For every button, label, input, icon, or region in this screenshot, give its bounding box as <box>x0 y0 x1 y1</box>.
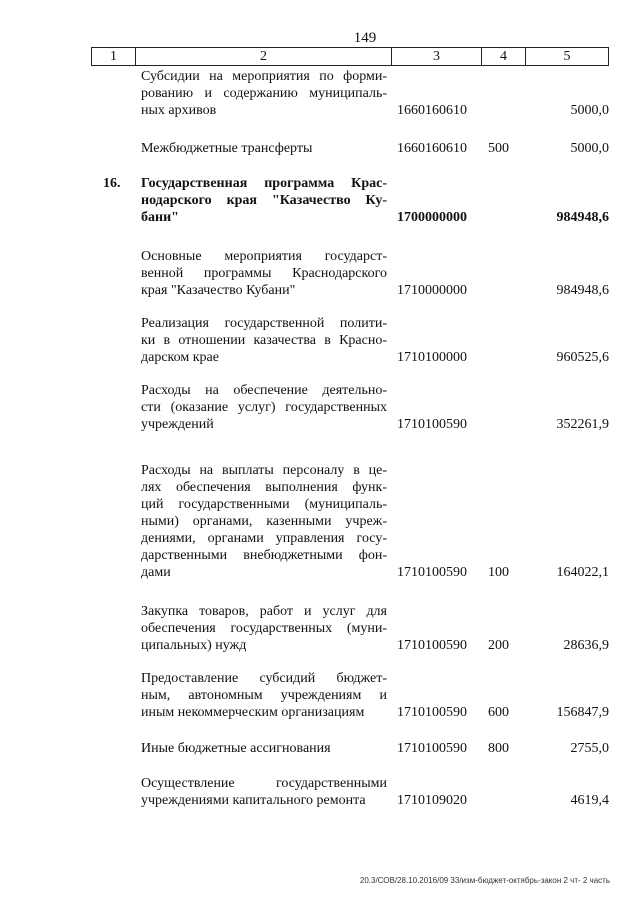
row-name-line: Предоставление субсидий бюджет- <box>141 671 387 686</box>
table-row <box>91 670 609 721</box>
row-code: 1660160610 <box>397 141 467 156</box>
row-name <box>141 68 387 119</box>
table-row <box>91 775 609 809</box>
footer-note: 20.3/СОВ/28.10.2016/09 33/изм-бюджет-октябрь-закон 2 чт- 2 часть <box>359 876 610 885</box>
row-name-line: обеспечения государственных (муни- <box>141 621 387 636</box>
row-name-line: учреждений <box>141 417 214 432</box>
row-expense-type: 200 <box>488 638 509 653</box>
row-name-line: Субсидии на мероприятия по форми- <box>141 69 387 84</box>
row-name <box>141 315 387 366</box>
row-name-line: дарском крае <box>141 350 219 365</box>
row-name-line: ными) органами, казенными учреж- <box>141 514 387 529</box>
row-code: 1710000000 <box>397 283 467 298</box>
row-name-line: дениями, органами управления госу- <box>141 531 387 546</box>
row-amount: 960525,6 <box>556 350 609 365</box>
row-name <box>141 775 387 809</box>
row-amount: 984948,6 <box>556 283 609 298</box>
table-row <box>91 248 609 299</box>
row-code: 1710100590 <box>397 741 467 756</box>
row-code: 1710100000 <box>397 350 467 365</box>
row-name-line: венной программы Краснодарского <box>141 266 387 281</box>
row-name-line: учреждениями капитального ремонта <box>141 793 366 808</box>
row-amount: 2755,0 <box>570 741 609 756</box>
row-name-line: ций государственными (муниципаль- <box>141 497 387 512</box>
row-amount: 5000,0 <box>570 103 609 118</box>
table-row <box>91 140 609 157</box>
row-code: 1710100590 <box>397 638 467 653</box>
row-name <box>141 175 387 226</box>
row-amount: 4619,4 <box>570 793 609 808</box>
row-name-line: Межбюджетные трансферты <box>141 141 313 156</box>
row-name-line: ципальных) нужд <box>141 638 247 653</box>
row-name-line: дами <box>141 565 171 580</box>
row-name-line: рованию и содержанию муниципаль- <box>141 86 387 101</box>
row-name <box>141 382 387 433</box>
row-name-line: Основные мероприятия государст- <box>141 249 387 264</box>
table-row <box>91 740 609 757</box>
header-col-4: 4 <box>482 48 526 65</box>
table-row <box>91 68 609 119</box>
row-name <box>141 140 387 157</box>
row-name-line: лях обеспечения выполнения функ- <box>141 480 387 495</box>
row-name <box>141 462 387 581</box>
row-name-line: Государственная программа Крас- <box>141 176 387 191</box>
row-code: 1660160610 <box>397 103 467 118</box>
row-name-line: края "Казачество Кубани" <box>141 283 296 298</box>
row-name-line: Иные бюджетные ассигнования <box>141 741 331 756</box>
page-number: 149 <box>353 30 377 46</box>
row-name-line: нодарского края "Казачество Ку- <box>141 193 387 208</box>
row-name-line: иным некоммерческим организациям <box>141 705 365 720</box>
table-row <box>91 603 609 654</box>
row-name-line: Расходы на обеспечение деятельно- <box>141 383 387 398</box>
row-code: 1710109020 <box>397 793 467 808</box>
row-expense-type: 500 <box>488 141 509 156</box>
table-row <box>91 315 609 366</box>
row-number: 16. <box>103 176 121 191</box>
row-name-line: ных архивов <box>141 103 217 118</box>
row-code: 1700000000 <box>397 210 467 225</box>
row-name-line: бани" <box>141 210 179 225</box>
row-name-line: сти (оказание услуг) государственных <box>141 400 387 415</box>
header-col-2: 2 <box>136 48 392 65</box>
header-col-5: 5 <box>563 49 571 64</box>
row-code: 1710100590 <box>397 417 467 432</box>
table-row <box>91 462 609 581</box>
row-amount: 352261,9 <box>556 417 609 432</box>
row-name-line: ным, автономным учреждениям и <box>141 688 387 703</box>
row-name-line: дарственными внебюджетными фон- <box>141 548 387 563</box>
row-name-line: Реализация государственной полити- <box>141 316 387 331</box>
row-expense-type: 600 <box>488 705 509 720</box>
table-header-row <box>91 47 609 66</box>
row-amount: 164022,1 <box>556 565 609 580</box>
row-name-line: ки в отношении казачества в Красно- <box>141 333 387 348</box>
row-code: 1710100590 <box>397 565 467 580</box>
table-row <box>91 175 609 226</box>
row-amount: 28636,9 <box>563 638 609 653</box>
header-col-1: 1 <box>92 48 136 65</box>
row-name <box>141 248 387 299</box>
row-name <box>141 740 387 757</box>
row-name-line: Расходы на выплаты персоналу в це- <box>141 463 387 478</box>
row-name-line: Закупка товаров, работ и услуг для <box>141 604 387 619</box>
row-expense-type: 100 <box>488 565 509 580</box>
table-row <box>91 382 609 433</box>
row-name <box>141 603 387 654</box>
row-code: 1710100590 <box>397 705 467 720</box>
row-amount: 156847,9 <box>556 705 609 720</box>
row-amount: 984948,6 <box>556 210 609 225</box>
row-name <box>141 670 387 721</box>
row-expense-type: 800 <box>488 741 509 756</box>
header-col-3: 3 <box>392 48 482 65</box>
row-amount: 5000,0 <box>570 141 609 156</box>
row-name-line: Осуществление государственными <box>141 776 387 791</box>
